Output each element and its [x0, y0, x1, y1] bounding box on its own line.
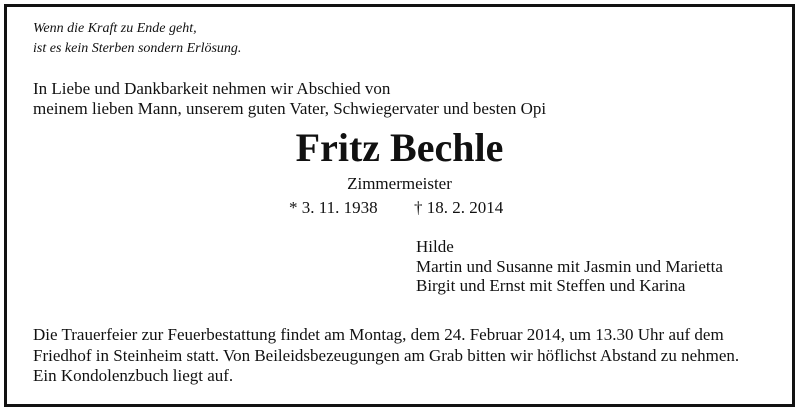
- deceased-profession: Zimmermeister: [347, 174, 452, 193]
- obituary-notice: [4, 4, 795, 407]
- death-date: † 18. 2. 2014: [414, 198, 504, 217]
- mourner-line-3: Birgit und Ernst mit Steffen und Karina: [416, 276, 686, 295]
- ceremony-line-3: Ein Kondolenzbuch liegt auf.: [33, 366, 234, 385]
- intro-text: [33, 79, 546, 119]
- mourner-line-1: Hilde: [416, 237, 454, 256]
- opening-quote: [33, 19, 241, 59]
- ceremony-line-1: Die Trauerfeier zur Feuerbestattung findet am Montag, dem 24. Februar 2014, um 13.30 Uhr auf dem: [33, 325, 724, 344]
- intro-line-1: In Liebe und Dankbarkeit nehmen wir Abschied von: [33, 79, 391, 98]
- mourners-list: [416, 237, 723, 296]
- quote-line-1: Wenn die Kraft zu Ende geht,: [33, 21, 197, 36]
- birth-date: * 3. 11. 1938: [289, 198, 378, 217]
- deceased-name: Fritz Bechle: [295, 125, 504, 170]
- ceremony-information: [33, 325, 739, 387]
- intro-line-2: meinem lieben Mann, unserem guten Vater, Schwiegervater und besten Opi: [33, 99, 547, 118]
- ceremony-line-2: Friedhof in Steinheim statt. Von Beileidsbezeugungen am Grab bitten wir höflichst Abstand zu nehmen.: [33, 345, 740, 365]
- quote-line-2: ist es kein Sterben sondern Erlösung.: [33, 41, 242, 56]
- mourner-line-2: Martin und Susanne mit Jasmin und Marietta: [416, 256, 723, 276]
